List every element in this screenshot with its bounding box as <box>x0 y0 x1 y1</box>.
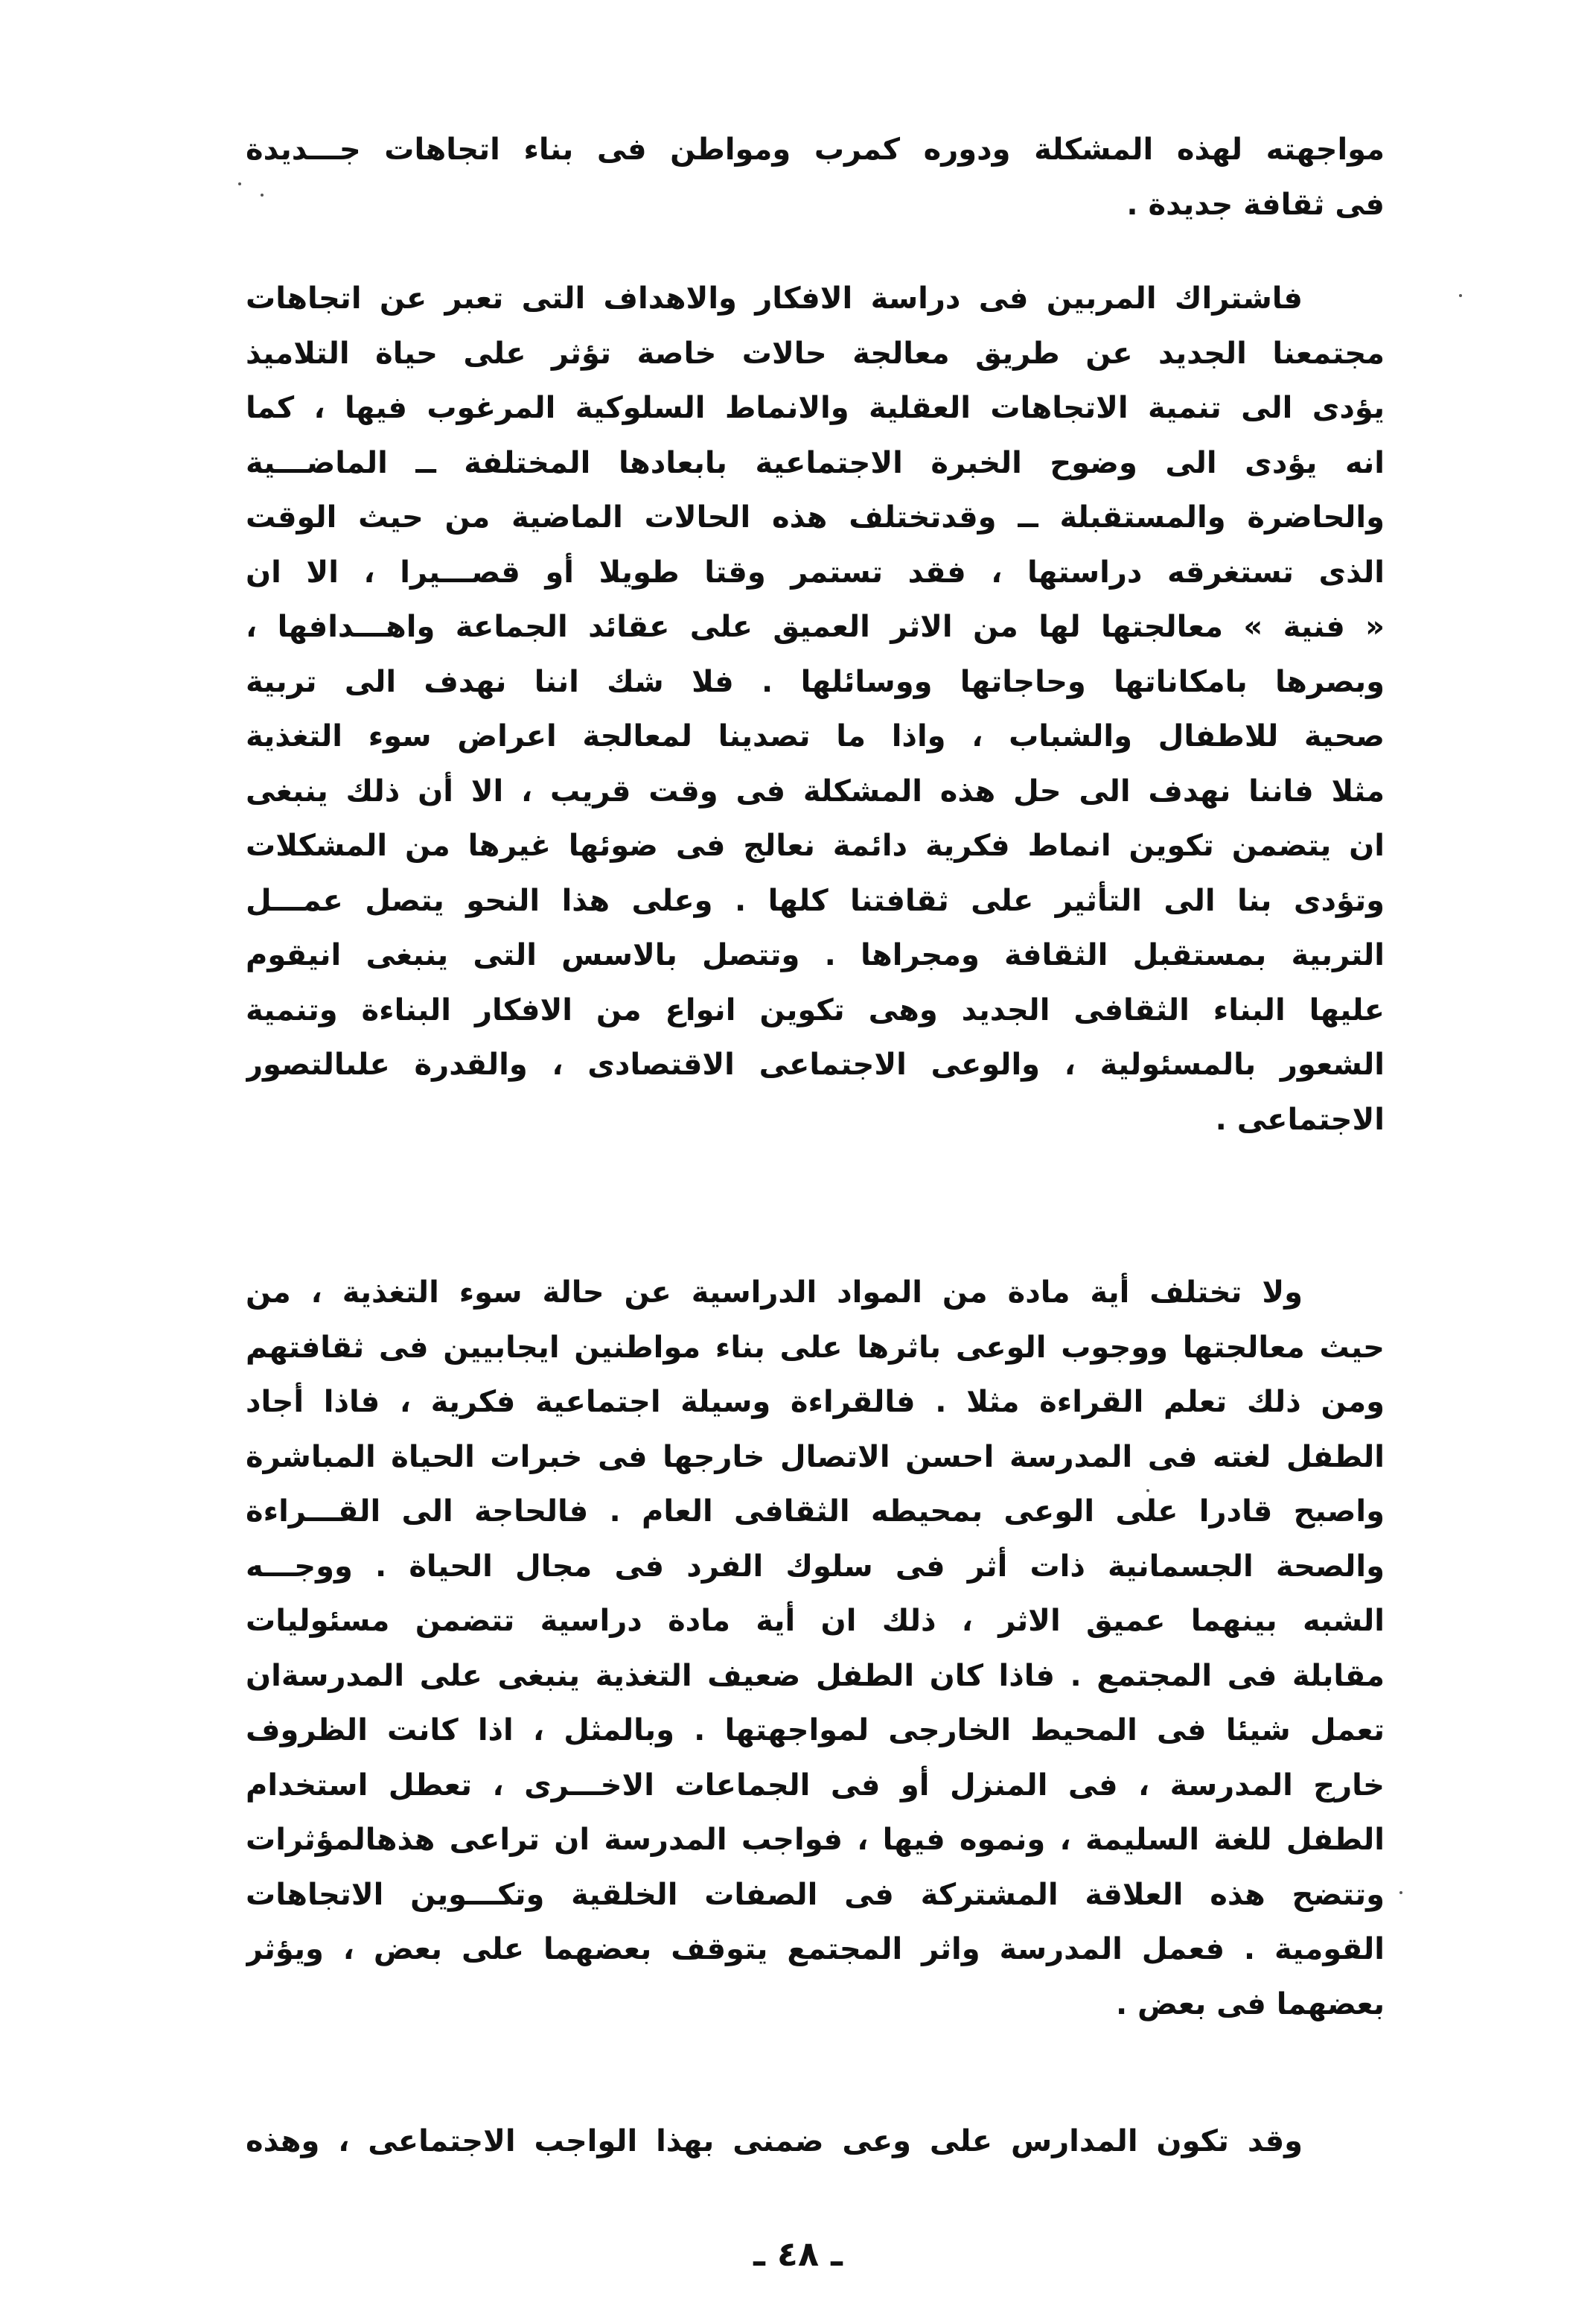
text-line: يؤدى الى تنمية الاتجاهات العقلية والانماط السلوكية المرغوب فيها ، كما <box>246 391 1385 425</box>
text-line: تعمل شيئا فى المحيط الخارجى لمواجهتها . وبالمثل ، اذا كانت الظروف <box>246 1713 1385 1747</box>
text-line: ان يتضمن تكوين انماط فكرية دائمة نعالج فى ضوئها غيرها من المشكلات <box>246 829 1385 863</box>
scan-speck <box>238 182 241 185</box>
text-line: « فنية » معالجتها لها من الاثر العميق على عقائد الجماعة واهـــدافها ، <box>246 610 1385 644</box>
text-line: ومن ذلك تعلم القراءة مثلا . فالقراءة وسيلة اجتماعية فكرية ، فاذا أجاد <box>246 1385 1385 1419</box>
scan-speck <box>261 194 264 197</box>
text-line: فاشتراك المربين فى دراسة الافكار والاهداف التى تعبر عن اتجاهات <box>246 281 1303 316</box>
text-line: خارج المدرسة ، فى المنزل أو فى الجماعات الاخـــرى ، تعطل استخدام <box>246 1768 1385 1803</box>
paragraph-4 <box>246 2115 1385 2170</box>
text-line: التربية بمستقبل الثقافة ومجراها . وتتصل بالاسس التى ينبغى انيقوم <box>246 938 1385 972</box>
text-line: مثلا فاننا نهدف الى حل هذه المشكلة فى وقت قريب ، الا أن ذلك ينبغى <box>246 774 1385 809</box>
text-line: الذى تستغرقه دراستها ، فقد تستمر وقتا طويلا أو قصـــيرا ، الا ان <box>246 555 1385 590</box>
text-line: مجتمعنا الجديد عن طريق معالجة حالات خاصة تؤثر على حياة التلاميذ <box>246 336 1385 371</box>
text-line: صحية للاطفال والشباب ، واذا ما تصدينا لمعالجة اعراض سوء التغذية <box>246 719 1385 753</box>
text-line: وبصرها بامكاناتها وحاجاتها ووسائلها . فلا شك اننا نهدف الى تربية <box>246 664 1385 699</box>
text-line: الشعور بالمسئولية ، والوعى الاجتماعى الاقتصادى ، والقدرة علىالتصور <box>246 1048 1385 1082</box>
text-line: الاجتماعى . <box>1215 1102 1385 1137</box>
paragraph-3 <box>246 1266 1385 2032</box>
text-line: والصحة الجسمانية ذات أثر فى سلوك الفرد فى مجال الحياة . ووجـــه <box>246 1549 1385 1584</box>
text-line: والحاضرة والمستقبلة ــ وقدتختلف هذه الحالات الماضية من حيث الوقت <box>246 500 1385 535</box>
text-line: فى ثقافة جديدة . <box>1126 187 1385 222</box>
text-line: وتؤدى بنا الى التأثير على ثقافتنا كلها . وعلى هذا النحو يتصل عمـــل <box>246 883 1385 918</box>
text-line: وتتضح هذه العلاقة المشتركة فى الصفات الخلقية وتكـــوين الاتجاهات <box>246 1877 1385 1912</box>
text-line: ولا تختلف أية مادة من المواد الدراسية عن حالة سوء التغذية ، من <box>246 1275 1303 1310</box>
text-line: القومية . فعمل المدرسة واثر المجتمع يتوقف بعضهما على بعض ، ويؤثر <box>246 1932 1385 1966</box>
paragraph-1 <box>246 123 1385 232</box>
text-line: مقابلة فى المجتمع . فاذا كان الطفل ضعيف التغذية ينبغى على المدرسةان <box>246 1658 1385 1693</box>
paragraph-2 <box>246 272 1385 1147</box>
scan-speck <box>1399 1891 1402 1894</box>
text-line: عليها البناء الثقافى الجديد وهى تكوين انواع من الافكار البناءة وتنمية <box>246 992 1385 1027</box>
text-line: الشبه بينهما عميق الاثر ، ذلك ان أية مادة دراسية تتضمن مسئوليات <box>246 1604 1385 1638</box>
text-line: الطفل لغته فى المدرسة احسن الاتصال خارجها فى خبرات الحياة المباشرة <box>246 1439 1385 1474</box>
text-line: انه يؤدى الى وضوح الخبرة الاجتماعية بابعادها المختلفة ــ الماضـــية <box>246 445 1385 480</box>
text-line: بعضهما فى بعض . <box>1115 1986 1385 2021</box>
scan-speck <box>1459 294 1462 297</box>
text-line: وقد تكون المدارس على وعى ضمنى بهذا الواجب الاجتماعى ، وهذه <box>246 2124 1303 2158</box>
text-line: الطفل للغة السليمة ، ونموه فيها ، فواجب المدرسة ان تراعى هذهالمؤثرات <box>246 1823 1385 1857</box>
text-line: حيث معالجتها ووجوب الوعى باثرها على بناء مواطنين ايجابيين فى ثقافتهم <box>246 1330 1385 1365</box>
text-line: واصبح قادرا على الوعى بمحيطه الثقافى العام . فالحاجة الى القـــراءة <box>246 1494 1385 1529</box>
page-number: ـ ٤٨ ـ <box>753 2234 843 2274</box>
scan-speck <box>1146 1489 1149 1492</box>
text-line: مواجهته لهذه المشكلة ودوره كمرب ومواطن فى بناء اتجاهات جـــديدة <box>246 133 1385 167</box>
